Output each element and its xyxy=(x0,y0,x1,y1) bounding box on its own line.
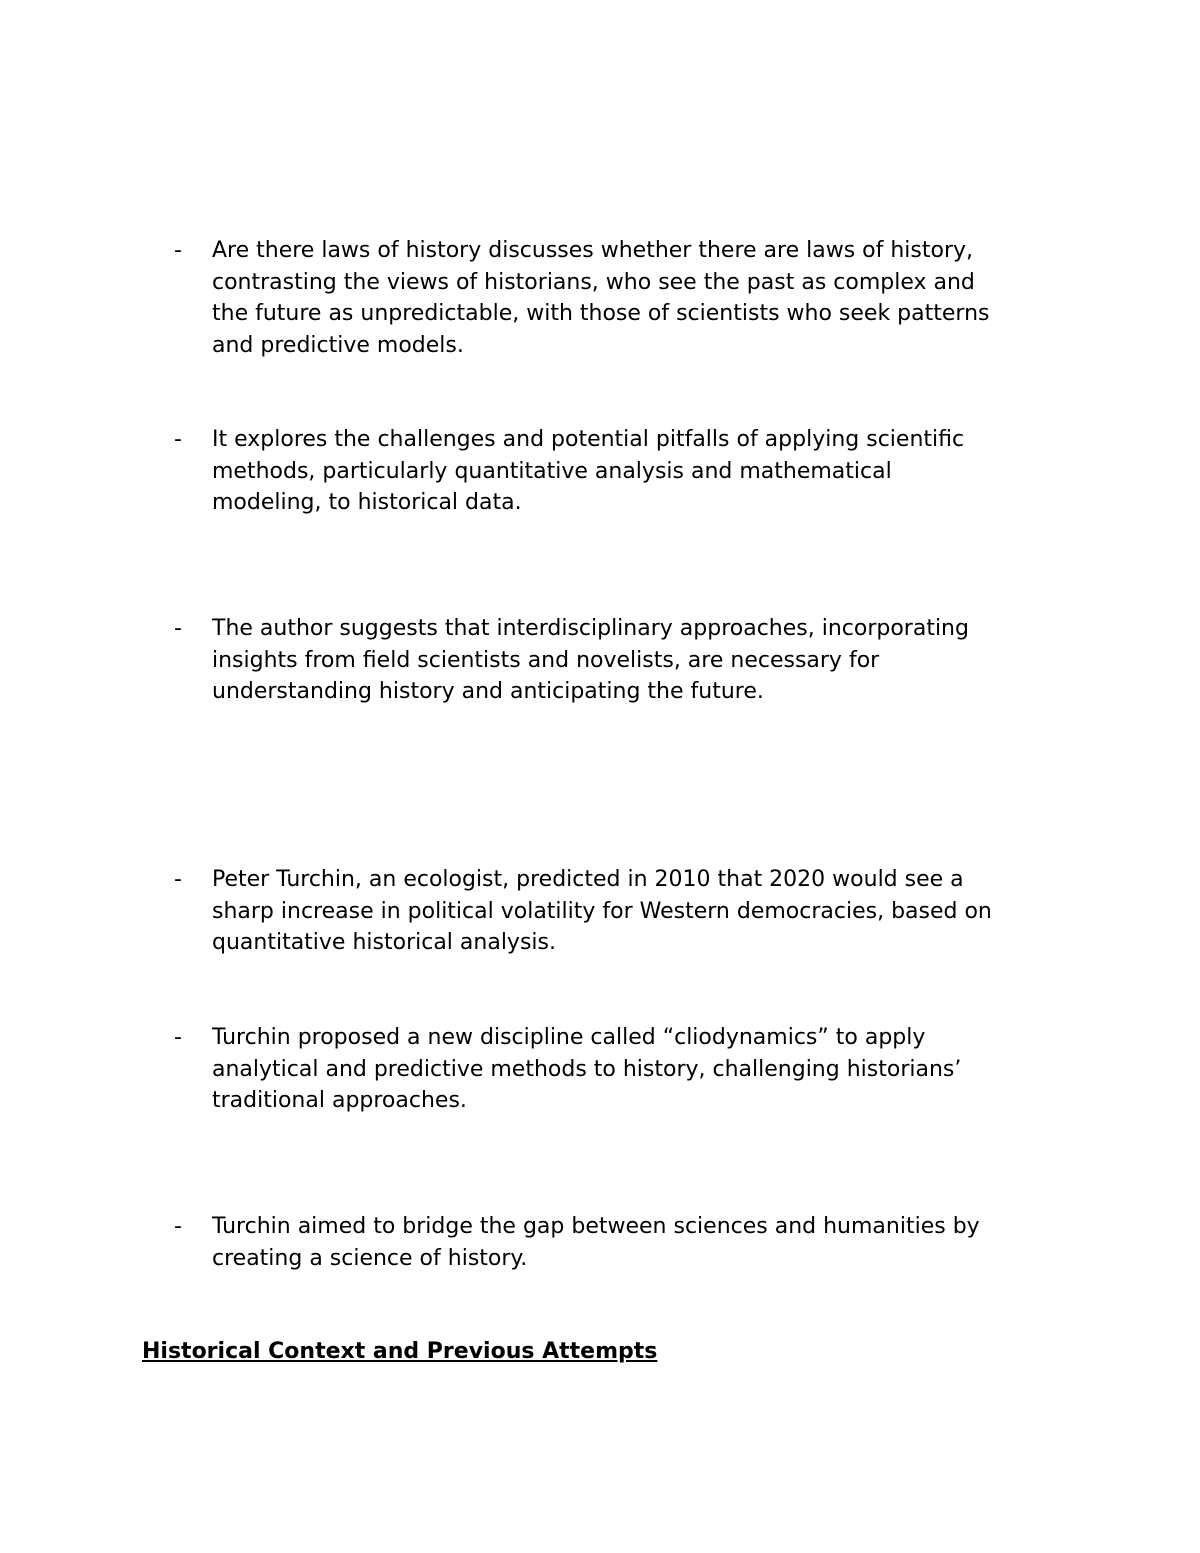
bullet-marker: - xyxy=(174,427,182,452)
bullet-text: Peter Turchin, an ecologist, predicted in 2010 that 2020 would see a sharp increase in political volatility for Western democracies, based on quantitative historical analysis. xyxy=(212,867,992,955)
bullet-marker: - xyxy=(174,1025,182,1050)
bullet-marker: - xyxy=(174,238,182,263)
bullet-marker: - xyxy=(174,867,182,892)
bullet-marker: - xyxy=(174,1214,182,1239)
bullet-text: The author suggests that interdisciplinary approaches, incorporating insights from field scientists and novelists, are necessary for understanding history and anticipating the future. xyxy=(212,616,969,704)
bullet-text: Turchin aimed to bridge the gap between sciences and humanities by creating a science of history. xyxy=(212,1214,980,1271)
section-heading: Historical Context and Previous Attempts xyxy=(142,1339,658,1364)
bullet-text: Are there laws of history discusses whether there are laws of history, contrasting the views of historians, who see the past as complex and the future as unpredictable, with those of scientists who seek patterns and predictive models. xyxy=(212,238,990,358)
bullet-text: Turchin proposed a new discipline called “cliodynamics” to apply analytical and predictive methods to history, challenging historians’ traditional approaches. xyxy=(212,1025,962,1113)
bullet-text: It explores the challenges and potential pitfalls of applying scientific methods, particularly quantitative analysis and mathematical modeling, to historical data. xyxy=(212,427,965,515)
bullet-marker: - xyxy=(174,616,182,641)
